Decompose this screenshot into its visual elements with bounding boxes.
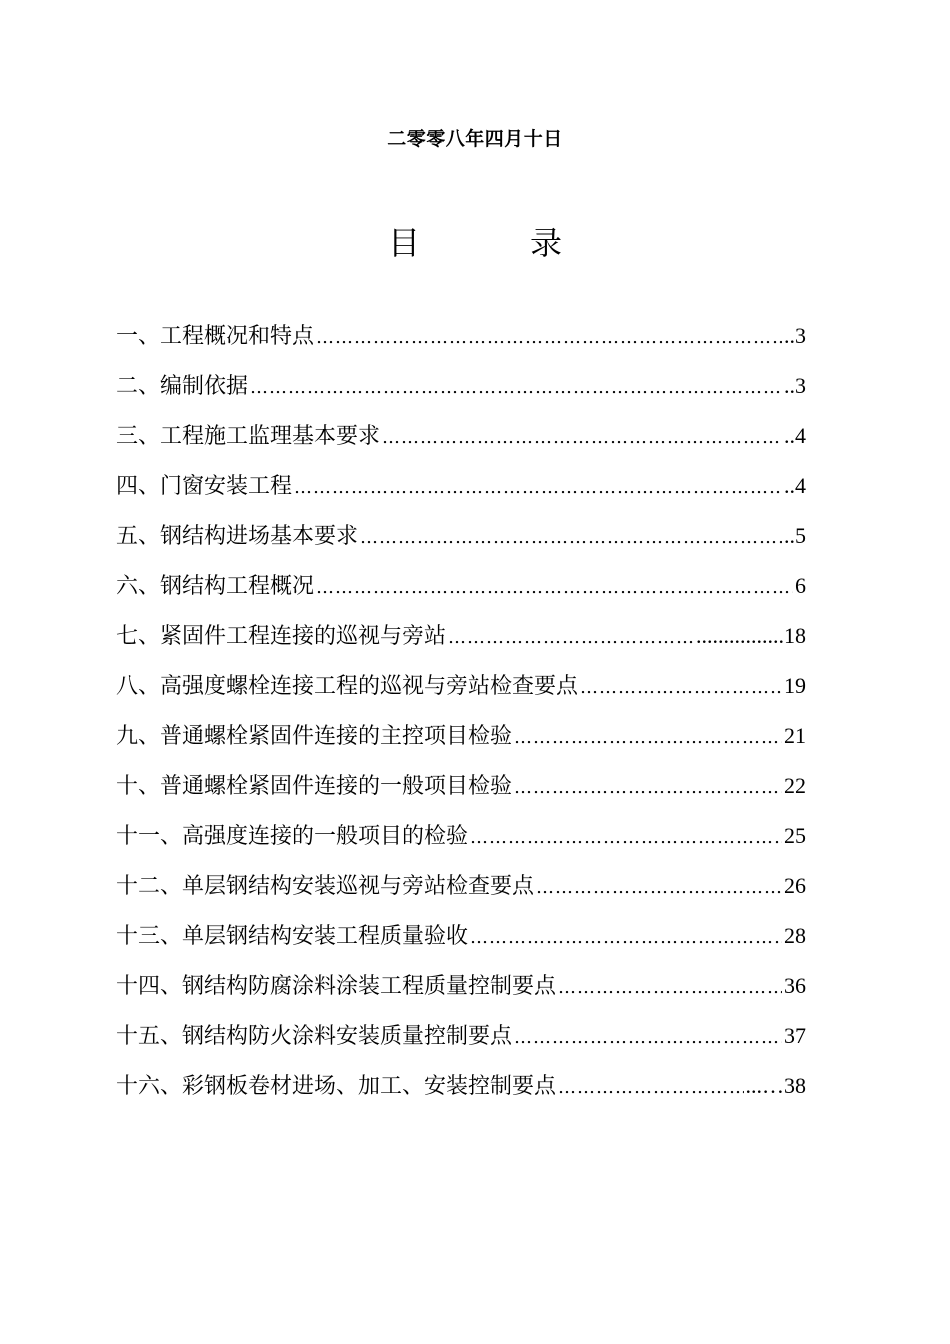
- toc-entry-label: 八、高强度螺栓连接工程的巡视与旁站检查要点: [116, 674, 579, 699]
- toc-entry-page-number: ..5: [784, 523, 806, 548]
- toc-dot-leader: [514, 720, 782, 756]
- toc-entry-page-number: ..3: [784, 323, 806, 348]
- toc-dot-leader: [316, 320, 782, 356]
- toc-heading: [0, 218, 950, 264]
- toc-entry-page-number: 22: [784, 773, 806, 798]
- toc-entry-page-number: ..4: [784, 423, 806, 448]
- toc-entry-page-number: ................18: [696, 623, 806, 648]
- toc-entry-label: 十、普通螺栓紧固件连接的一般项目检验: [116, 774, 513, 799]
- toc-dot-leader: [536, 870, 782, 906]
- toc-entry-page-number: 26: [784, 873, 806, 898]
- toc-dot-leader: [382, 420, 782, 456]
- toc-dot-leader: [470, 820, 782, 856]
- toc-entry[interactable]: [116, 868, 806, 918]
- toc-entry[interactable]: [116, 368, 806, 418]
- toc-entry[interactable]: [116, 768, 806, 818]
- toc-dot-leader: [514, 770, 782, 806]
- toc-entry[interactable]: [116, 318, 806, 368]
- toc-entry-page-number: 36: [784, 973, 806, 998]
- toc-entry-label: 十三、单层钢结构安装工程质量验收: [116, 924, 469, 949]
- toc-entry-label: 四、门窗安装工程: [116, 474, 293, 499]
- toc-entry-page-number: 28: [784, 923, 806, 948]
- toc-dot-leader: [580, 670, 782, 706]
- toc-dot-leader: [250, 370, 782, 406]
- toc-entry-label: 九、普通螺栓紧固件连接的主控项目检验: [116, 724, 513, 749]
- toc-entry-page-number: 19: [784, 673, 806, 698]
- toc-entry[interactable]: [116, 518, 806, 568]
- toc-entry[interactable]: [116, 718, 806, 768]
- toc-entry-page-number: ..3: [784, 373, 806, 398]
- toc-entry-page-number: 21: [784, 723, 806, 748]
- toc-entry-label: 二、编制依据: [116, 374, 249, 399]
- toc-dot-leader: [470, 920, 782, 956]
- toc-entry-page-number: 37: [784, 1023, 806, 1048]
- toc-entry[interactable]: [116, 568, 806, 618]
- toc-dot-leader: [558, 1070, 743, 1106]
- toc-entry-label: 六、钢结构工程概况: [116, 574, 315, 599]
- toc-entry[interactable]: [116, 468, 806, 518]
- toc-dot-leader: [294, 470, 782, 506]
- toc-entry[interactable]: [116, 918, 806, 968]
- toc-dot-leader: [558, 970, 782, 1006]
- toc-entry-label: 七、紧固件工程连接的巡视与旁站: [116, 624, 447, 649]
- toc-dot-leader: [360, 520, 782, 556]
- toc-entry-page-number: 6: [795, 573, 806, 598]
- toc-entry-label: 十六、彩钢板卷材进场、加工、安装控制要点: [116, 1074, 557, 1099]
- toc-entry-page-number: ..4: [784, 473, 806, 498]
- toc-dot-leader: [514, 1020, 782, 1056]
- document-date: 二零零八年四月十日: [387, 128, 563, 150]
- toc-entry-label: 三、工程施工监理基本要求: [116, 424, 381, 449]
- toc-entry[interactable]: [116, 818, 806, 868]
- toc-entry[interactable]: [116, 618, 806, 668]
- toc-entry-page-number: ...…38: [745, 1073, 806, 1098]
- toc-entry-label: 十四、钢结构防腐涂料涂装工程质量控制要点: [116, 974, 557, 999]
- toc-entry-label: 五、钢结构进场基本要求: [116, 524, 359, 549]
- toc-entry-label: 十一、高强度连接的一般项目的检验: [116, 824, 469, 849]
- toc-entry-label: 十五、钢结构防火涂料安装质量控制要点: [116, 1024, 513, 1049]
- toc-entry[interactable]: [116, 1068, 806, 1118]
- toc-list: [116, 318, 806, 1118]
- toc-entry-label: 十二、单层钢结构安装巡视与旁站检查要点: [116, 874, 535, 899]
- toc-entry[interactable]: [116, 1018, 806, 1068]
- toc-dot-leader: [316, 570, 793, 606]
- toc-entry[interactable]: [116, 418, 806, 468]
- toc-entry[interactable]: [116, 968, 806, 1018]
- toc-entry-page-number: 25: [784, 823, 806, 848]
- toc-heading-right: 录: [530, 224, 563, 262]
- toc-dot-leader: [448, 620, 694, 656]
- toc-entry-label: 一、工程概况和特点: [116, 324, 315, 349]
- toc-entry[interactable]: [116, 668, 806, 718]
- toc-heading-left: 目: [387, 224, 420, 262]
